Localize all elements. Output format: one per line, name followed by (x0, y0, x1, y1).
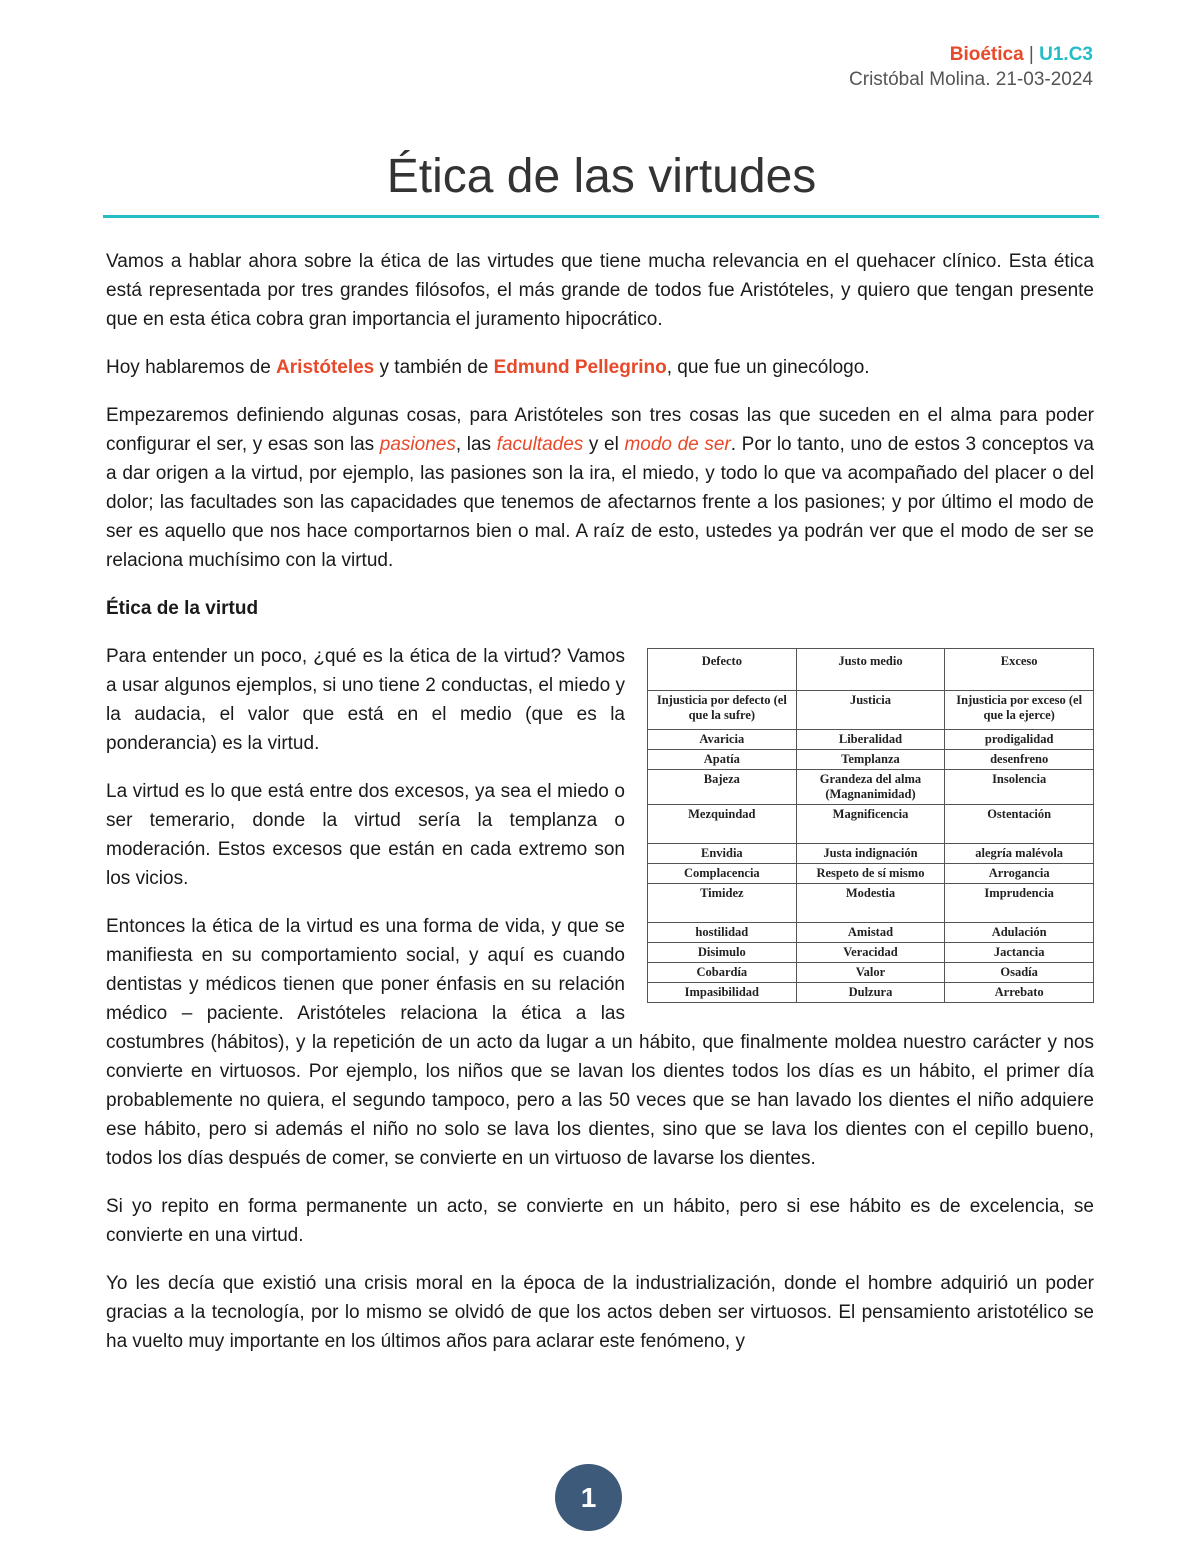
paragraph-virtue-between: La virtud es lo que está entre dos excesos, ya sea el miedo o ser temerario, donde la virtud sería la templanza o moderación. Estos excesos que están en cada extremo son los vicios. (106, 781, 625, 889)
table-cell: Avaricia (648, 730, 797, 750)
course-name: Bioética (949, 44, 1024, 65)
table-cell: Envidia (648, 844, 797, 864)
table-row (648, 864, 1094, 884)
table-row (648, 750, 1094, 770)
paragraph-authors (106, 353, 1094, 382)
term-pasiones: pasiones (379, 434, 456, 455)
text-run: . Por lo tanto, uno de estos 3 conceptos va a dar origen a la virtud, por ejemplo, las pasiones son la ira, el miedo, y todo lo que va acompañado del placer o del dolor; las facultades son las capacidades que tenemos de afectarnos frente a los pasiones; y por último el modo de ser es aquello que nos hace comportarnos bien o mal. A raíz de esto, ustedes ya podrán ver que el modo de ser se relaciona muchísimo con la virtud. (106, 434, 1094, 571)
title-divider (103, 215, 1099, 218)
document-body (106, 247, 1094, 1375)
table-cell: Mezquindad (648, 805, 797, 844)
table-row (648, 884, 1094, 923)
paragraph-way-of-life: Entonces la ética de la virtud es una forma de vida, y que se manifiesta en su comportamiento social, y aquí es cuando dentistas y médicos tienen que poner énfasis en su relación médico – paciente. Aristóteles relaciona la ética a las costumbres (hábitos), y la repetición de un acto da lugar a un hábito, que finalmente moldea nuestro carácter y nos convierte en virtuosos. Por ejemplo, los niños que se lavan los dientes todos los días es un hábito, el primer día probablemente no quiera, el segundo tampoco, pero a las 50 veces que se han lavado los dientes el niño adquiere ese hábito, pero si además el niño no solo se lava los dientes, sino que se lava los dientes con el cepillo bueno, todos los días después de comer, se convierte en un virtuoso de lavarse los dientes. (106, 916, 1094, 1169)
table-header: Exceso (945, 649, 1094, 691)
virtues-table (647, 648, 1094, 1003)
text-run: Empezaremos definiendo algunas cosas, para Aristóteles son tres cosas las que suceden en el alma para poder configurar el ser, y esas son las (106, 405, 1094, 455)
table-cell: Magnificencia (796, 805, 945, 844)
page-header (849, 44, 1093, 91)
table-cell: Dulzura (796, 983, 945, 1003)
paragraph-crisis: Yo les decía que existió una crisis moral en la época de la industrialización, donde el hombre adquirió un poder gracias a la tecnología, por lo mismo se olvidó de que los actos deben ser virtuosos. El pensamiento aristotélico se ha vuelto muy importante en los últimos años para aclarar este fenómeno, y (106, 1273, 1094, 1352)
table-cell: hostilidad (648, 923, 797, 943)
highlight-pellegrino: Edmund Pellegrino (493, 357, 667, 378)
table-cell: Templanza (796, 750, 945, 770)
paragraph-habit: Si yo repito en forma permanente un acto, se convierte en un hábito, pero si ese hábito es de excelencia, se convierte en una virtud. (106, 1196, 1094, 1246)
table-row (648, 730, 1094, 750)
table-cell: Insolencia (945, 770, 1094, 805)
text-run: y el (583, 434, 625, 455)
table-cell: Valor (796, 963, 945, 983)
table-cell: Justa indignación (796, 844, 945, 864)
table-cell: Justicia (796, 691, 945, 730)
table-cell: Veracidad (796, 943, 945, 963)
paragraph-definitions (106, 401, 1094, 575)
table-cell: Complacencia (648, 864, 797, 884)
table-cell: desenfreno (945, 750, 1094, 770)
table-row (648, 963, 1094, 983)
table-cell: Arrebato (945, 983, 1094, 1003)
term-modo-de-ser: modo de ser (624, 434, 731, 455)
text-run: , las (455, 434, 497, 455)
table-cell: Modestia (796, 884, 945, 923)
table-cell: Bajeza (648, 770, 797, 805)
course-line (849, 44, 1093, 66)
header-separator: | (1028, 44, 1034, 65)
table-cell: Amistad (796, 923, 945, 943)
table-cell: Respeto de sí mismo (796, 864, 945, 884)
highlight-aristoteles: Aristóteles (276, 357, 375, 378)
table-cell: Timidez (648, 884, 797, 923)
table-cell: Adulación (945, 923, 1094, 943)
table-header-row (648, 649, 1094, 691)
table-row (648, 943, 1094, 963)
table-cell: Apatía (648, 750, 797, 770)
term-facultades: facultades (496, 434, 584, 455)
page-title: Ética de las virtudes (386, 150, 817, 203)
table-cell: Ostentación (945, 805, 1094, 844)
table-row (648, 770, 1094, 805)
table-row (648, 923, 1094, 943)
table-header: Defecto (648, 649, 797, 691)
table-cell: alegría malévola (945, 844, 1094, 864)
table-cell: Imprudencia (945, 884, 1094, 923)
table-cell: Disimulo (648, 943, 797, 963)
table-cell: Grandeza del alma (Magnanimidad) (796, 770, 945, 805)
text-run: Hoy hablaremos de (106, 357, 277, 378)
table-cell: Injusticia por defecto (el que la sufre) (648, 691, 797, 730)
table-cell: Cobardía (648, 963, 797, 983)
page-number-badge: 1 (555, 1464, 622, 1531)
paragraph-example: Para entender un poco, ¿qué es la ética de la virtud? Vamos a usar algunos ejemplos, si uno tiene 2 conductas, el miedo y la audacia, el valor que está en el medio (que es la ponderancia) es la virtud. (106, 646, 625, 754)
table-cell: Injusticia por exceso (el que la ejerce) (945, 691, 1094, 730)
paragraph-intro: Vamos a hablar ahora sobre la ética de las virtudes que tiene mucha relevancia en el quehacer clínico. Esta ética está representada por tres grandes filósofos, el más grande de todos fue Aristóteles, y quiero que tengan presente que en esta ética cobra gran importancia el juramento hipocrático. (106, 251, 1094, 330)
text-run: y también de (374, 357, 494, 378)
table-cell: Jactancia (945, 943, 1094, 963)
class-code: U1.C3 (1039, 44, 1093, 65)
table-header: Justo medio (796, 649, 945, 691)
table-cell: Liberalidad (796, 730, 945, 750)
section-heading: Ética de la virtud (106, 598, 259, 619)
table-row (648, 691, 1094, 730)
table-cell: Impasibilidad (648, 983, 797, 1003)
author-date: Cristóbal Molina. 21-03-2024 (849, 69, 1093, 90)
text-run: , que fue un ginecólogo. (666, 357, 870, 378)
table-row (648, 805, 1094, 844)
table-row (648, 983, 1094, 1003)
table-cell: Arrogancia (945, 864, 1094, 884)
table-row (648, 844, 1094, 864)
table-cell: prodigalidad (945, 730, 1094, 750)
table-cell: Osadía (945, 963, 1094, 983)
